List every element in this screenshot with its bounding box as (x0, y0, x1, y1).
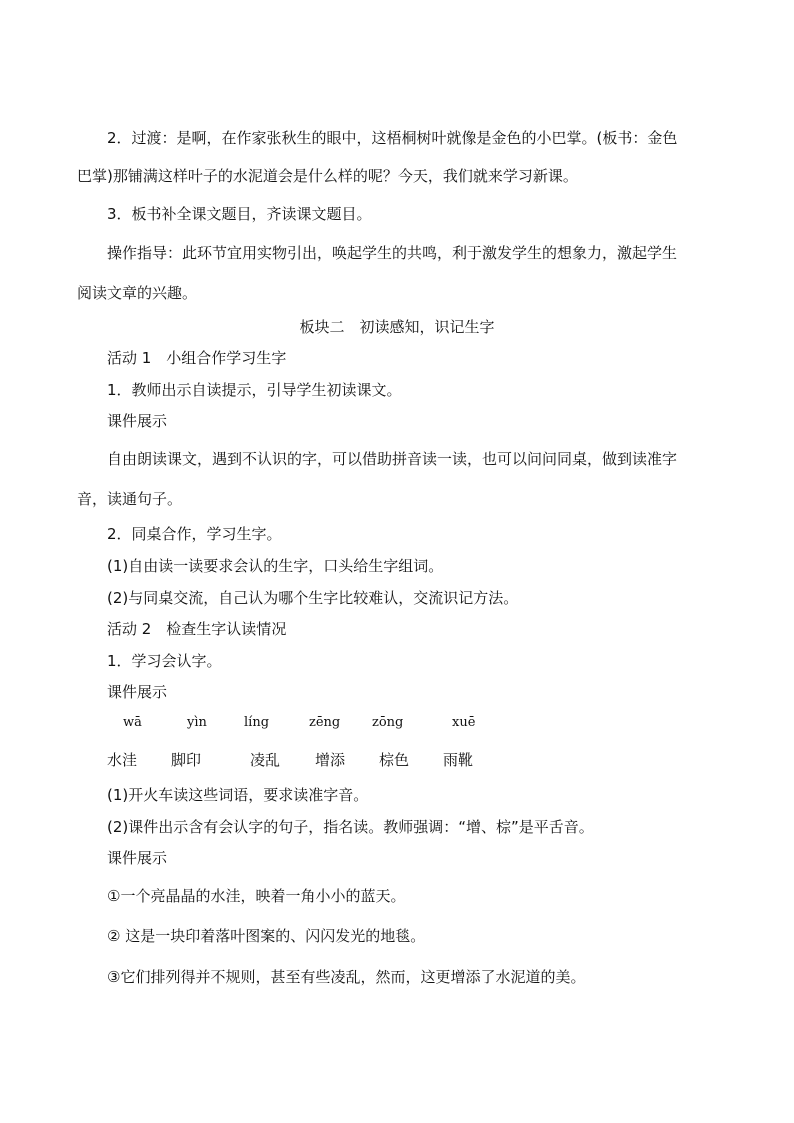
activity1-title: 活动 1 小组合作学习生字 (107, 349, 287, 367)
section-title: 板块二 初读感知，识记生字 (299, 318, 495, 336)
vocab-word: 凌乱 (250, 751, 281, 769)
pinyin-label: zōng (372, 715, 404, 730)
activity2-step1-item2: (2)课件出示含有会认字的句子，指名读。教师强调：“增、棕”是平舌音。 (107, 818, 594, 836)
activity1-step2-item1: (1)自由读一读要求会认的生字，口头给生字组词。 (107, 557, 444, 575)
vocab-word: 棕色 (379, 751, 410, 769)
pinyin-label: zēng (309, 715, 341, 730)
paragraph-guidance-line2: 阅读文章的兴趣。 (77, 284, 198, 302)
vocab-word: 雨靴 (443, 751, 474, 769)
pinyin-label: yìn (187, 715, 207, 730)
courseware-label-1: 课件展示 (107, 412, 168, 430)
pinyin-label: xuē (452, 715, 476, 730)
paragraph-blackboard: 3．板书补全课文题目，齐读课文题目。 (107, 205, 372, 223)
reading-prompt-line2: 音，读通句子。 (77, 490, 183, 508)
activity2-title: 活动 2 检查生字认读情况 (107, 620, 287, 638)
pinyin-label: líng (244, 715, 270, 730)
activity1-step1: 1．教师出示自读提示，引导学生初读课文。 (107, 381, 402, 399)
example-sentence-1: ①一个亮晶晶的水洼，映着一角小小的蓝天。 (107, 887, 406, 905)
example-sentence-2: ② 这是一块印着落叶图案的、闪闪发光的地毯。 (107, 927, 426, 945)
pinyin-label: wā (123, 715, 142, 730)
paragraph-transition-line2: 巴掌)那铺满这样叶子的水泥道会是什么样的呢？今天，我们就来学习新课。 (77, 167, 578, 185)
activity2-step1: 1．学习会认字。 (107, 652, 222, 670)
courseware-label-2: 课件展示 (107, 683, 168, 701)
reading-prompt-line1: 自由朗读课文，遇到不认识的字，可以借助拼音读一读，也可以问问同桌，做到读准字 (107, 450, 678, 468)
activity2-step1-item1: (1)开火车读这些词语，要求读准字音。 (107, 786, 369, 804)
paragraph-transition-line1: 2．过渡：是啊，在作家张秋生的眼中，这梧桐树叶就像是金色的小巴掌。(板书：金色 (107, 129, 678, 147)
paragraph-guidance-line1: 操作指导：此环节宜用实物引出，唤起学生的共鸣，利于激发学生的想象力，激起学生 (107, 244, 678, 262)
example-sentence-3: ③它们排列得并不规则，甚至有些凌乱，然而，这更增添了水泥道的美。 (107, 968, 586, 986)
activity1-step2: 2．同桌合作，学习生字。 (107, 525, 282, 543)
vocab-word: 脚印 (171, 751, 202, 769)
vocab-word: 水洼 (107, 751, 138, 769)
vocab-word: 增添 (315, 751, 346, 769)
activity1-step2-item2: (2)与同桌交流，自己认为哪个生字比较难认，交流识记方法。 (107, 589, 519, 607)
courseware-label-3: 课件展示 (107, 849, 168, 867)
